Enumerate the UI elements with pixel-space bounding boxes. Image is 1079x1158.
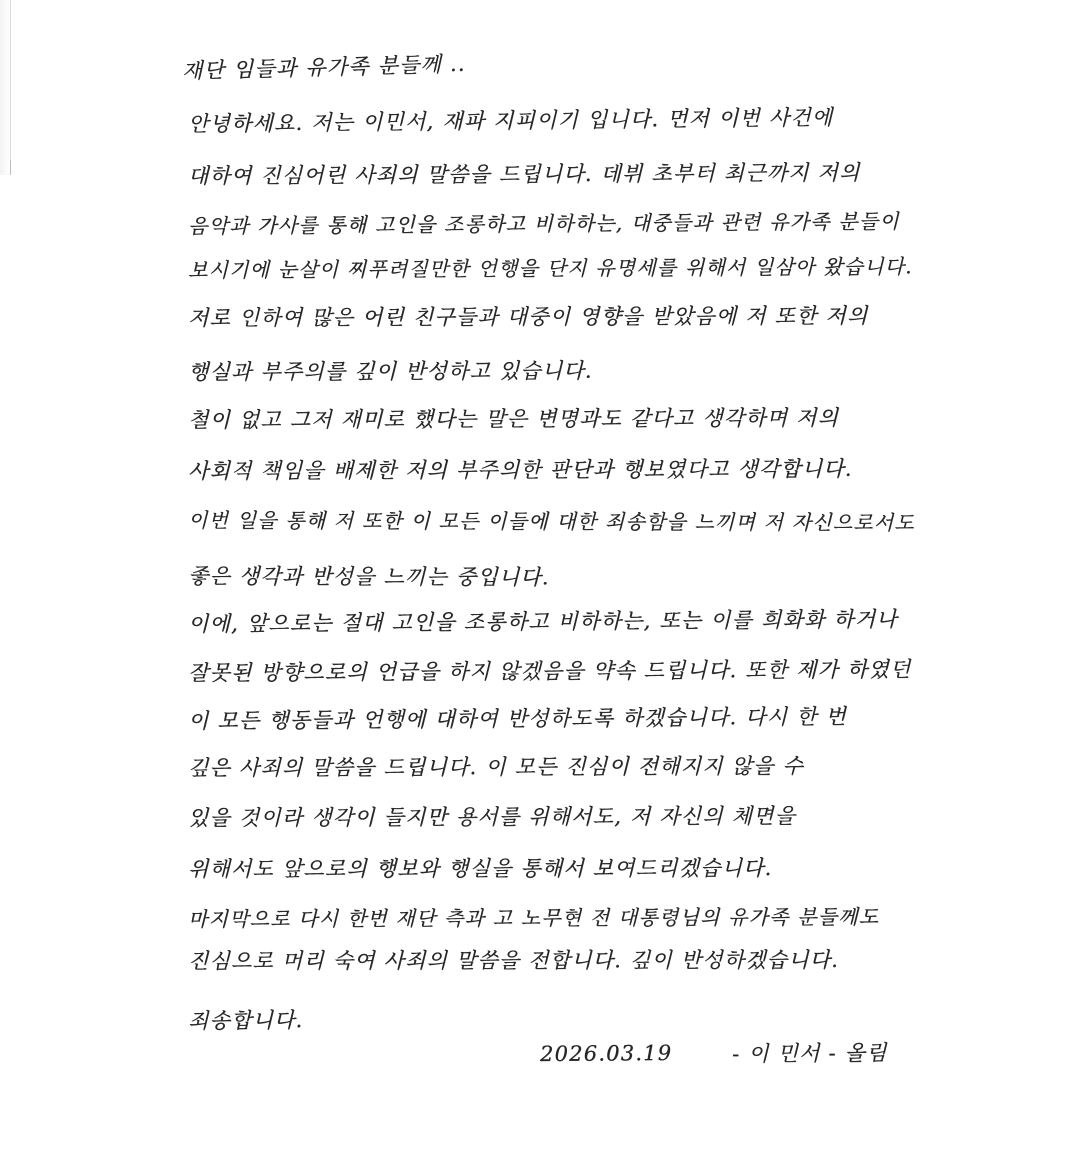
letter-line-3: 음악과 가사를 통해 고인을 조롱하고 비하하는, 대중들과 관련 유가족 분들이 [187,209,900,238]
letter-line-5: 저로 인하여 많은 어린 친구들과 대중이 영향을 받았음에 저 또한 저의 [187,303,869,330]
letter-line-4: 보시기에 눈살이 찌푸려질만한 언행을 단지 유명세를 위해서 일삼아 왔습니다. [187,254,913,282]
letter-line-18: 진심으로 머리 숙여 사죄의 말씀을 전합니다. 깊이 반성하겠습니다. [187,947,840,973]
letter-line-17: 마지막으로 다시 한번 재단 측과 고 노무현 전 대통령님의 유가족 분들께도 [187,904,880,931]
letter-line-8: 사회적 책임을 배제한 저의 부주의한 판단과 행보였다고 생각합니다. [187,456,853,483]
letter-line-7: 철이 없고 그저 재미로 했다는 말은 변명과도 같다고 생각하며 저의 [187,405,840,432]
letter-salutation: 재단 임들과 유가족 분들께 .. [181,51,466,83]
letter-line-14: 깊은 사죄의 말씀을 드립니다. 이 모든 진심이 전해지지 않을 수 [187,753,804,780]
letter-line-13: 이 모든 행동들과 언행에 대하여 반성하도록 하겠습니다. 다시 한 번 [187,704,847,733]
letter-line-10: 좋은 생각과 반성을 느끼는 중입니다. [187,564,550,590]
letter-signature: - 이 민서 - 올림 [731,1040,888,1066]
letter-closing: 죄송합니다. [187,1007,304,1033]
letter-line-16: 위해서도 앞으로의 행보와 행실을 통해서 보여드리겠습니다. [187,855,773,881]
letter-date: 2026.03.19 [539,1040,673,1066]
letter-line-1: 안녕하세요. 저는 이민서, 재파 지피이기 입니다. 먼저 이번 사건에 [187,105,834,136]
letter-line-9: 이번 일을 통해 저 또한 이 모든 이들에 대한 죄송함을 느끼며 저 자신으로서도 [187,508,915,535]
letter-line-11: 이에, 앞으로는 절대 고인을 조롱하고 비하하는, 또는 이를 희화화 하거나 [187,607,898,636]
letter-line-2: 대하여 진심어린 사죄의 말씀을 드립니다. 데뷔 초부터 최근까지 저의 [187,160,861,188]
letter-line-12: 잘못된 방향으로의 언급을 하지 않겠음을 약속 드립니다. 또한 제가 하였던 [187,657,912,685]
letter-line-6: 행실과 부주의를 깊이 반성하고 있습니다. [187,358,593,384]
letter-line-15: 있을 것이라 생각이 들지만 용서를 위해서도, 저 자신의 체면을 [187,803,797,830]
